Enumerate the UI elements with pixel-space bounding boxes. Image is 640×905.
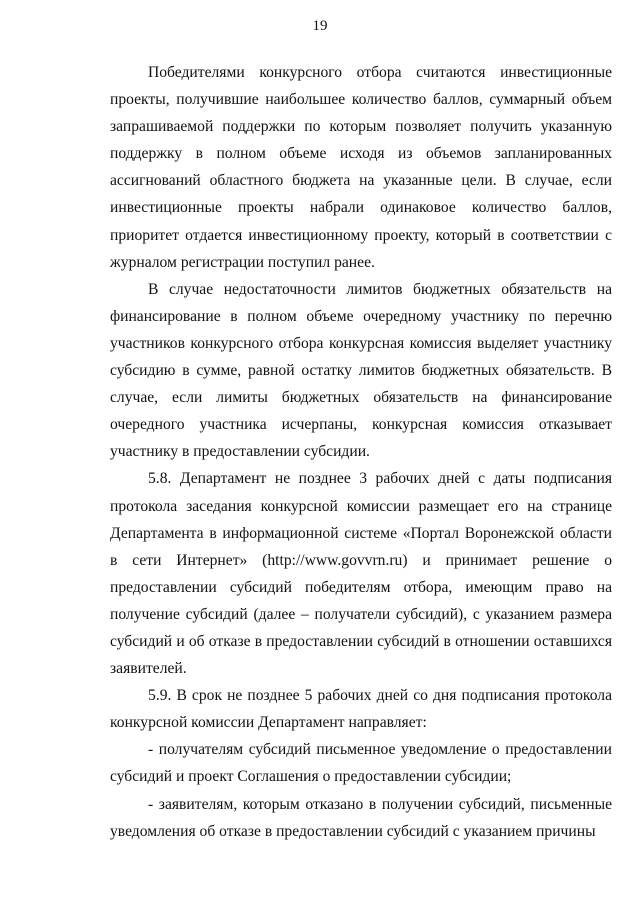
paragraph-insufficient-limits: В случае недостаточности лимитов бюджетных обязательств на финансирование в полном объеме очередному участнику по перечню участников конкурсного отбора конкурсная комиссия выделяет участнику субсидию в сумме, равной остатку лимитов бюджетных обязательств. В случае, если лимиты бюджетных обязательств на финансирование очередного участника исчерпаны, конкурсная комиссия отказывает участнику в предоставлении субсидии. [110,280,612,461]
paragraph-5-8: 5.8. Департамент не позднее 3 рабочих дней с даты подписания протокола заседания конкурсной комиссии размещает его на странице Департамента в информационной системе «Портал Воронежской области в сети Интернет» (http://www.govvrn.ru) и принимает решение о предоставлении субсидий победителям отбора, имеющим право на получение субсидий (далее – получатели субсидий), с указанием размера субсидий и об отказе в предоставлении субсидий в отношении оставшихся заявителей. [110,470,612,678]
paragraph-5-9: 5.9. В срок не позднее 5 рабочих дней со дня подписания протокола конкурсной комиссии Департамент направляет: [110,687,612,732]
page-number: 19 [312,18,328,34]
list-item-applicants: - заявителям, которым отказано в получении субсидий, письменные уведомления об отказе в предоставлении субсидий с указанием причины [110,795,612,840]
list-item-recipients: - получателям субсидий письменное уведомление о предоставлении субсидий и проект Соглашения о предоставлении субсидии; [110,741,612,786]
paragraph-winners: Победителями конкурсного отбора считаются инвестиционные проекты, получившие наибольшее количество баллов, суммарный объем запрашиваемой поддержки по которым позволяет получить указанную поддержку в полном объеме исходя из объемов запланированных ассигнований областного бюджета на указанные цели. В случае, если инвестиционные проекты набрали одинаковое количество баллов, приоритет отдается инвестиционному проекту, который в соответствии с журналом регистрации поступил ранее. [110,64,612,271]
document-body [110,59,612,845]
